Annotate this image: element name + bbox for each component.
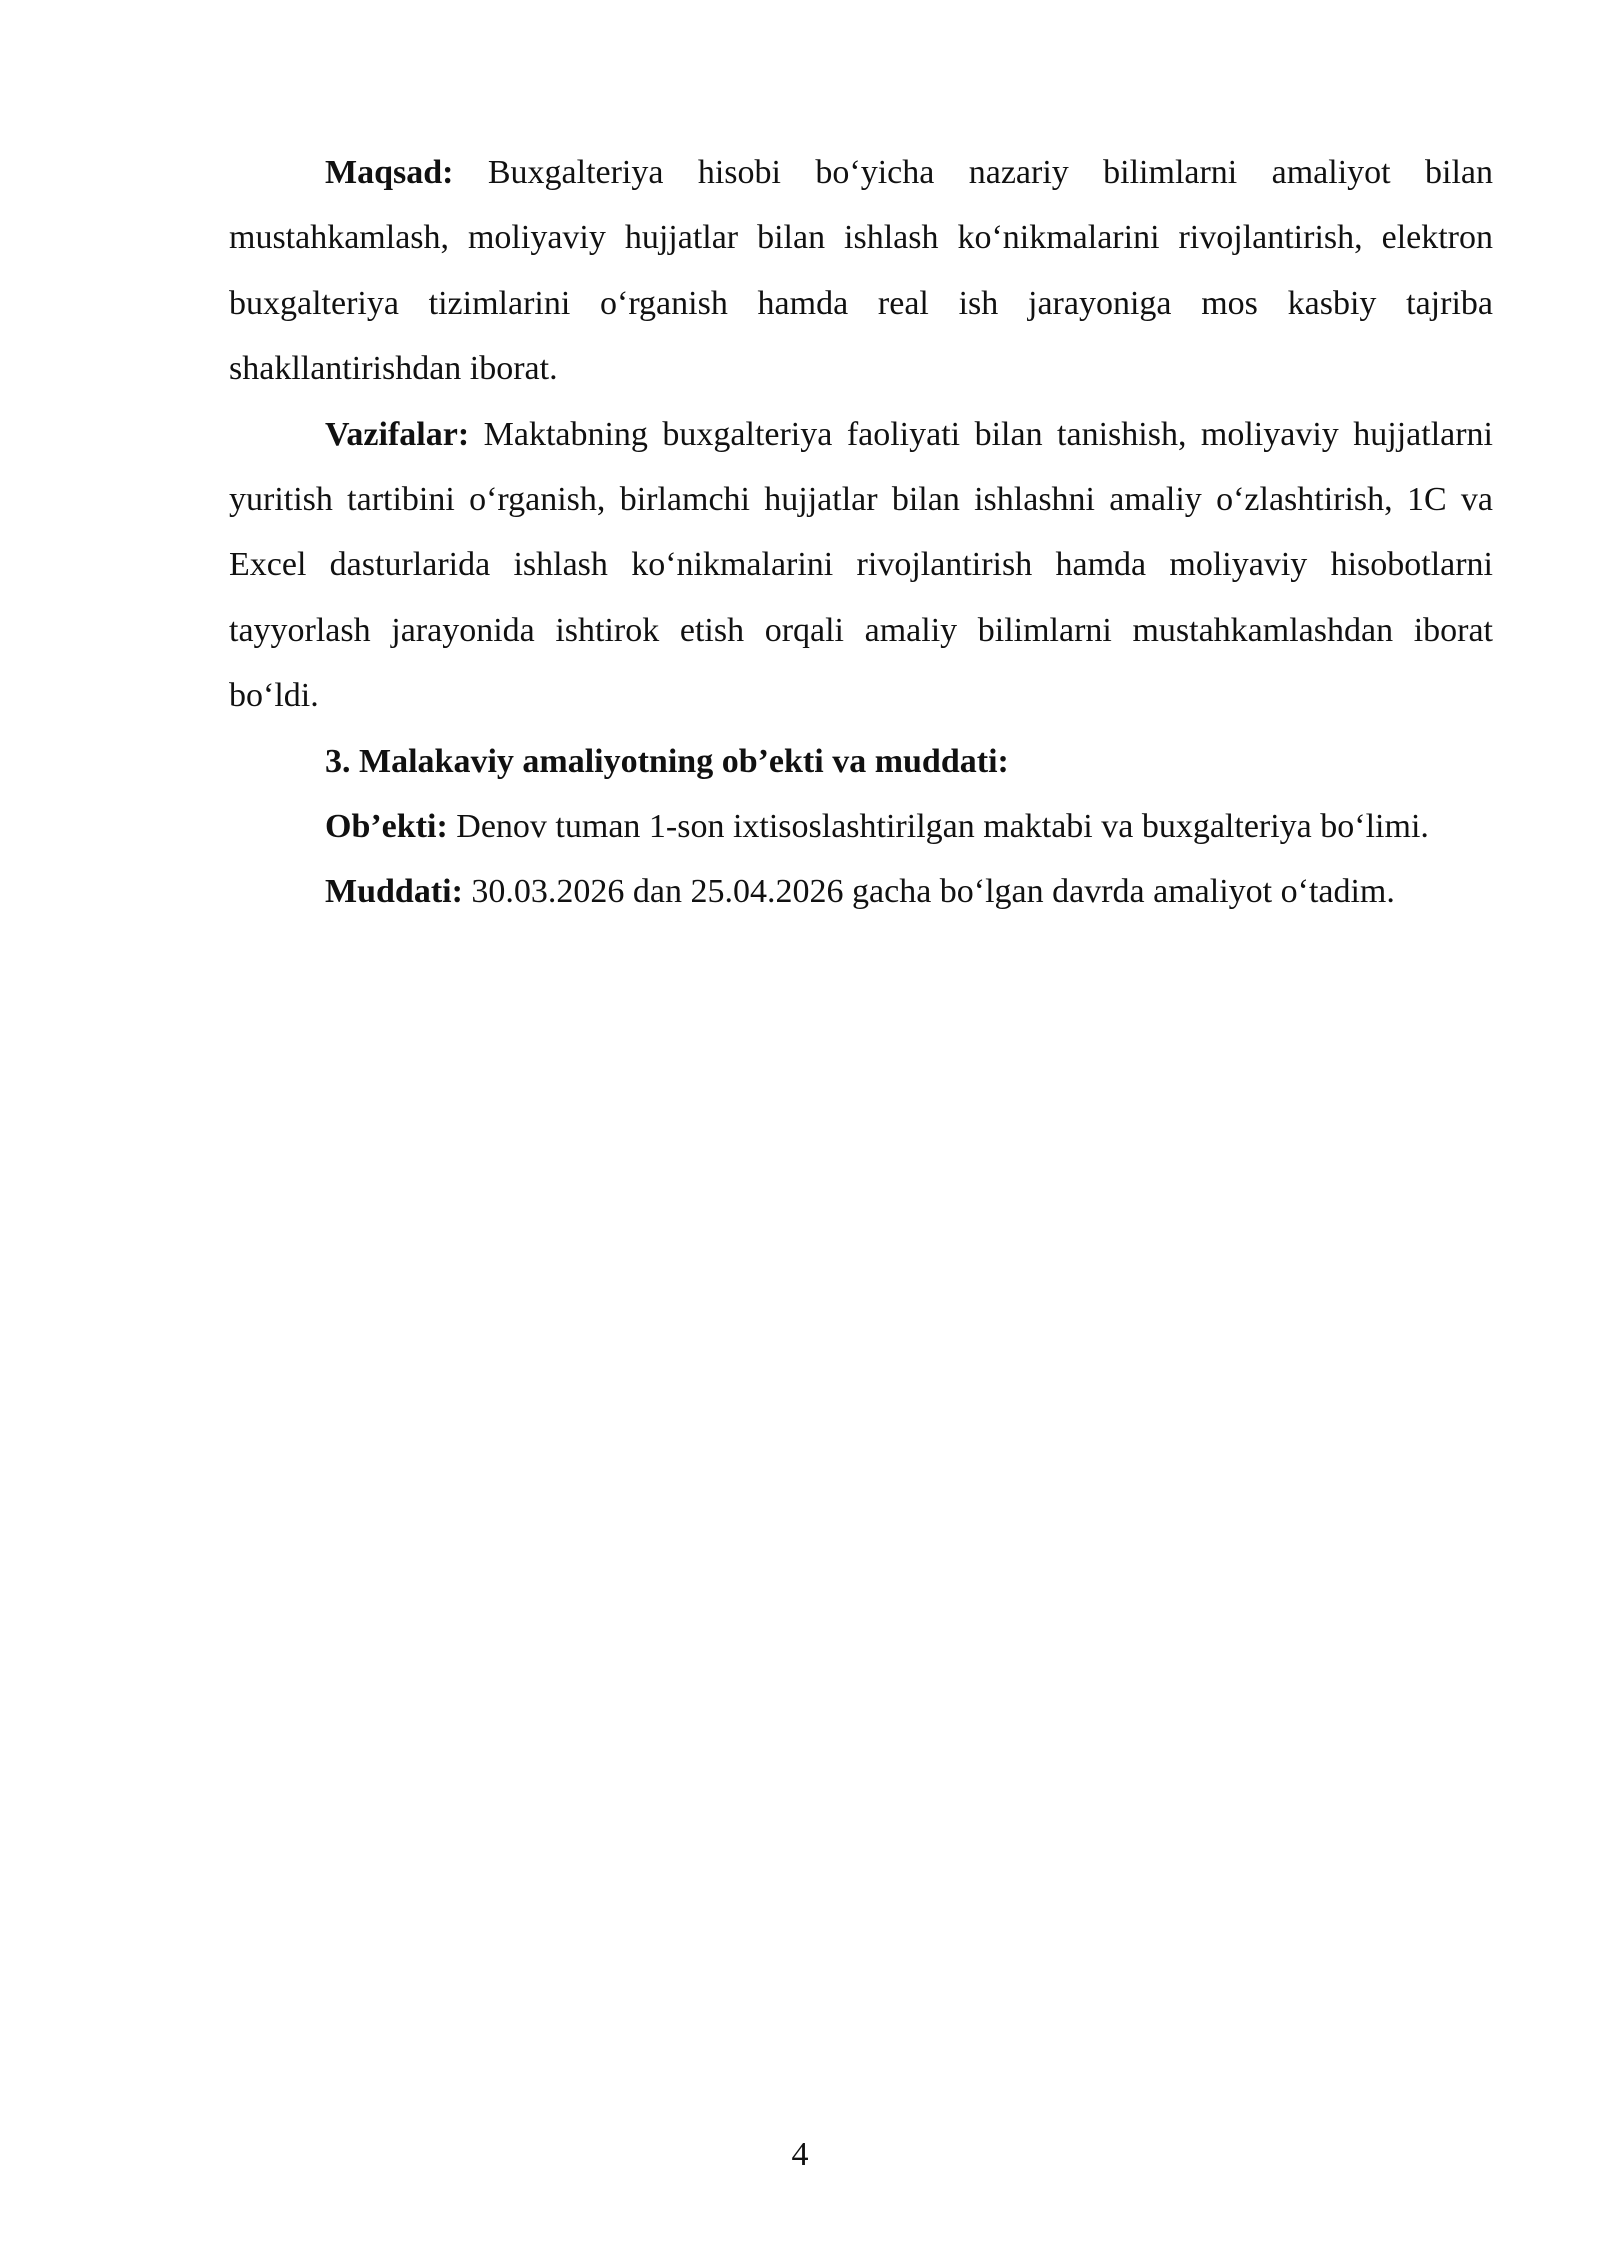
- object-text: Denov tuman 1-son ixtisoslashtirilgan maktabi va buxgalteriya bo‘limi.: [447, 808, 1429, 846]
- tasks-text: Maktabning buxgalteriya faoliyati bilan tanishish, moliyaviy hujjatlarni yuritish tartibini o‘rganish, birlamchi hujjatlar bilan ishlashni amaliy o‘zlashtirish, 1C va Excel dasturlarida ishlash ko‘nikmalarini rivojlantirish hamda moliyaviy hisobotlarni tayyorlash jarayonida ishtirok etish orqali amaliy bilimlarni mustahkamlashdan iborat bo‘ldi.: [229, 415, 1493, 715]
- goal-label: Maqsad:: [325, 154, 454, 191]
- section-heading: 3. Malakaviy amaliyotning ob’ekti va muddati:: [325, 742, 1009, 780]
- tasks-paragraph: [229, 402, 1493, 729]
- object-paragraph: [229, 794, 1493, 859]
- page-number: 4: [791, 2136, 809, 2173]
- period-label: Muddati:: [325, 873, 463, 911]
- goal-paragraph: [229, 140, 1493, 402]
- tasks-label: Vazifalar:: [325, 415, 470, 453]
- goal-text: Buxgalteriya hisobi bo‘yicha nazariy bilimlarni amaliyot bilan mustahkamlash, moliyaviy hujjatlar bilan ishlash ko‘nikmalarini rivojlantirish, elektron buxgalteriya tizimlarini o‘rganish hamda real ish jarayoniga mos kasbiy tajriba shakllantirishdan iborat.: [229, 154, 1493, 388]
- document-body: [229, 140, 1493, 925]
- period-paragraph: [229, 859, 1493, 924]
- object-label: Ob’ekti:: [325, 808, 448, 846]
- period-text: 30.03.2026 dan 25.04.2026 gacha bo‘lgan davrda amaliyot o‘tadim.: [462, 873, 1395, 911]
